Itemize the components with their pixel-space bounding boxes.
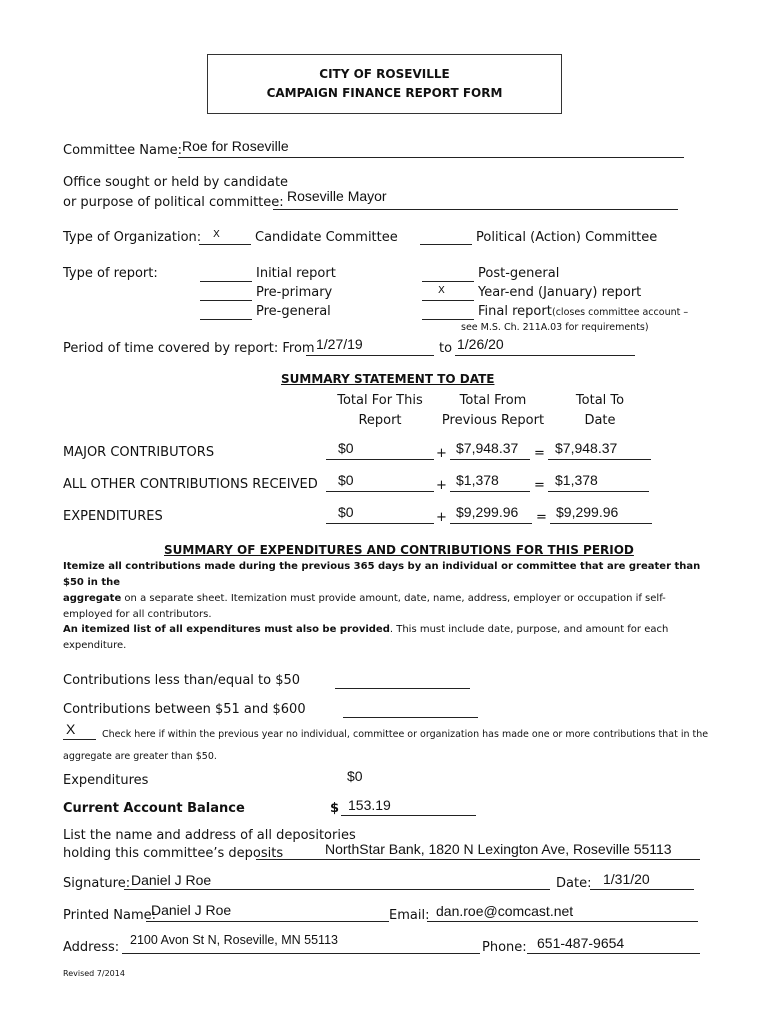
period-to-label: to bbox=[439, 341, 453, 356]
period-label: Period of time covered by report: From bbox=[63, 341, 315, 356]
candidate-committee-blank bbox=[199, 244, 251, 245]
pre-primary-blank[interactable] bbox=[200, 300, 252, 301]
final-report-blank[interactable] bbox=[422, 319, 474, 320]
period-from-line bbox=[306, 355, 434, 356]
major-total-field[interactable]: $7,948.37 bbox=[555, 440, 618, 456]
expenditure-bold: An itemized list of all expenditures must also be provided bbox=[63, 624, 390, 635]
major-previous-line bbox=[450, 459, 530, 460]
no-contributions-check-mark[interactable]: X bbox=[66, 721, 76, 737]
itemize-rest-a: on a separate sheet. Itemization must provide amount, date, name, address, employer or occupation if self- bbox=[121, 593, 666, 604]
address-label: Address: bbox=[63, 940, 120, 955]
balance-label: Current Account Balance bbox=[63, 801, 245, 816]
address-field[interactable]: 2100 Avon St N, Roseville, MN 55113 bbox=[130, 933, 338, 947]
expend-current-field[interactable]: $0 bbox=[338, 504, 354, 520]
email-line bbox=[427, 921, 698, 922]
itemize-paragraph bbox=[63, 559, 723, 623]
year-end-label: Year-end (January) report bbox=[478, 285, 642, 300]
printed-name-field[interactable]: Daniel J Roe bbox=[151, 902, 232, 918]
equals-sign: = bbox=[536, 510, 547, 525]
office-label-1: Office sought or held by candidate bbox=[63, 175, 289, 190]
post-general-label: Post-general bbox=[478, 266, 560, 281]
period-to-line bbox=[455, 355, 635, 356]
balance-line bbox=[341, 815, 476, 816]
no-contributions-text-2: aggregate are greater than $50. bbox=[63, 751, 217, 762]
other-current-line bbox=[326, 491, 434, 492]
post-general-blank[interactable] bbox=[422, 281, 474, 282]
expenditures-label: Expenditures bbox=[63, 773, 149, 788]
expenditure-rest-b: expenditure. bbox=[63, 640, 127, 651]
plus-sign: + bbox=[436, 510, 447, 525]
balance-field[interactable]: 153.19 bbox=[348, 797, 391, 813]
phone-label: Phone: bbox=[482, 940, 527, 955]
other-total-field[interactable]: $1,378 bbox=[555, 472, 598, 488]
date-field[interactable]: 1/31/20 bbox=[603, 871, 650, 887]
contrib-le50-line bbox=[335, 688, 470, 689]
phone-field[interactable]: 651-487-9654 bbox=[537, 935, 625, 951]
no-contributions-check-line bbox=[63, 739, 96, 740]
printed-name-label: Printed Name: bbox=[63, 908, 157, 923]
committee-name-line bbox=[178, 157, 684, 158]
expenditure-rest-a: . This must include date, purpose, and amount for each bbox=[389, 624, 669, 635]
col-current-header-2: Report bbox=[358, 413, 402, 428]
printed-name-line bbox=[146, 921, 389, 922]
expend-current-line bbox=[326, 523, 434, 524]
expenditures-section-title: SUMMARY OF EXPENDITURES AND CONTRIBUTIONS FOR THIS PERIOD bbox=[164, 543, 634, 557]
col-total-header-1: Total To bbox=[575, 393, 625, 408]
no-contributions-text-1: Check here if within the previous year no individual, committee or organization has made one or more contributions that in the bbox=[102, 729, 709, 740]
itemize-rest-b: employed for all contributors. bbox=[63, 609, 212, 620]
depository-line bbox=[256, 859, 700, 860]
initial-report-label: Initial report bbox=[256, 266, 336, 281]
equals-sign: = bbox=[534, 478, 545, 493]
period-to-field[interactable]: 1/26/20 bbox=[457, 336, 504, 352]
organization-label: Type of Organization: bbox=[63, 230, 202, 245]
major-contributors-label: MAJOR CONTRIBUTORS bbox=[63, 445, 215, 460]
political-committee-label: Political (Action) Committee bbox=[476, 230, 658, 245]
col-current-header-1: Total For This bbox=[337, 393, 423, 408]
candidate-committee-label: Candidate Committee bbox=[255, 230, 398, 245]
other-previous-line bbox=[450, 491, 530, 492]
expend-previous-line bbox=[450, 523, 532, 524]
col-previous-header-2: Previous Report bbox=[441, 413, 545, 428]
equals-sign: = bbox=[534, 446, 545, 461]
itemize-bold-b: aggregate bbox=[63, 593, 122, 604]
expend-total-line bbox=[550, 523, 652, 524]
contrib-le50-label: Contributions less than/equal to $50 bbox=[63, 673, 301, 688]
date-label: Date: bbox=[556, 876, 592, 891]
depository-label-1: List the name and address of all depositories bbox=[63, 828, 356, 843]
final-report-label: Final report bbox=[478, 304, 552, 319]
form-title-box bbox=[207, 54, 562, 114]
address-line bbox=[122, 953, 480, 954]
office-line bbox=[273, 209, 678, 210]
major-current-field[interactable]: $0 bbox=[338, 440, 354, 456]
other-current-field[interactable]: $0 bbox=[338, 472, 354, 488]
major-total-line bbox=[548, 459, 651, 460]
city-title: CITY OF ROSEVILLE bbox=[319, 67, 450, 81]
itemize-bold-a: Itemize all contributions made during the previous 365 days by an individual or committee that are greater than $50 in the bbox=[63, 561, 701, 588]
candidate-committee-mark[interactable]: X bbox=[213, 229, 220, 240]
expenditures-field[interactable]: $0 bbox=[347, 768, 363, 784]
initial-report-blank[interactable] bbox=[200, 281, 252, 282]
contrib-between-line bbox=[343, 717, 478, 718]
final-report-note-1: (closes committee account – bbox=[552, 307, 689, 318]
major-current-line bbox=[326, 459, 434, 460]
pre-general-label: Pre-general bbox=[256, 304, 331, 319]
form-title: CAMPAIGN FINANCE REPORT FORM bbox=[266, 86, 503, 100]
pre-primary-label: Pre-primary bbox=[256, 285, 333, 300]
col-total-header-2: Date bbox=[584, 413, 616, 428]
other-total-line bbox=[548, 491, 649, 492]
committee-name-field[interactable]: Roe for Roseville bbox=[182, 138, 289, 154]
balance-dollar-sign: $ bbox=[330, 801, 340, 816]
expend-total-field[interactable]: $9,299.96 bbox=[556, 504, 619, 520]
major-previous-field[interactable]: $7,948.37 bbox=[456, 440, 519, 456]
political-committee-blank[interactable] bbox=[420, 244, 472, 245]
depository-label-2: holding this committee’s deposits bbox=[63, 846, 284, 861]
year-end-blank bbox=[422, 300, 474, 301]
report-type-label: Type of report: bbox=[63, 266, 158, 281]
expenditure-list-paragraph bbox=[63, 622, 723, 654]
final-report-note-2: see M.S. Ch. 211A.03 for requirements) bbox=[461, 322, 649, 333]
other-contributions-label: ALL OTHER CONTRIBUTIONS RECEIVED bbox=[63, 477, 318, 492]
col-previous-header-1: Total From bbox=[459, 393, 527, 408]
email-field[interactable]: dan.roe@comcast.net bbox=[436, 903, 574, 919]
signature-field[interactable]: Daniel J Roe bbox=[131, 872, 212, 888]
committee-name-label: Committee Name: bbox=[63, 143, 183, 158]
plus-sign: + bbox=[436, 446, 447, 461]
contrib-between-label: Contributions between $51 and $600 bbox=[63, 702, 306, 717]
plus-sign: + bbox=[436, 478, 447, 493]
period-from-field[interactable]: 1/27/19 bbox=[316, 336, 363, 352]
phone-line bbox=[527, 953, 700, 954]
other-previous-field[interactable]: $1,378 bbox=[456, 472, 499, 488]
email-label: Email: bbox=[389, 908, 430, 923]
expenditures-row-label: EXPENDITURES bbox=[63, 509, 163, 524]
signature-line bbox=[124, 889, 550, 890]
signature-label: Signature: bbox=[63, 876, 131, 891]
year-end-mark[interactable]: X bbox=[438, 285, 445, 296]
pre-general-blank[interactable] bbox=[200, 319, 252, 320]
date-line bbox=[590, 889, 694, 890]
office-label-2: or purpose of political committee: bbox=[63, 195, 284, 210]
office-field[interactable]: Roseville Mayor bbox=[287, 188, 387, 204]
summary-title: SUMMARY STATEMENT TO DATE bbox=[281, 372, 495, 386]
revised-note: Revised 7/2014 bbox=[63, 969, 125, 978]
depository-field[interactable]: NorthStar Bank, 1820 N Lexington Ave, Roseville 55113 bbox=[325, 841, 672, 857]
expend-previous-field[interactable]: $9,299.96 bbox=[456, 504, 519, 520]
